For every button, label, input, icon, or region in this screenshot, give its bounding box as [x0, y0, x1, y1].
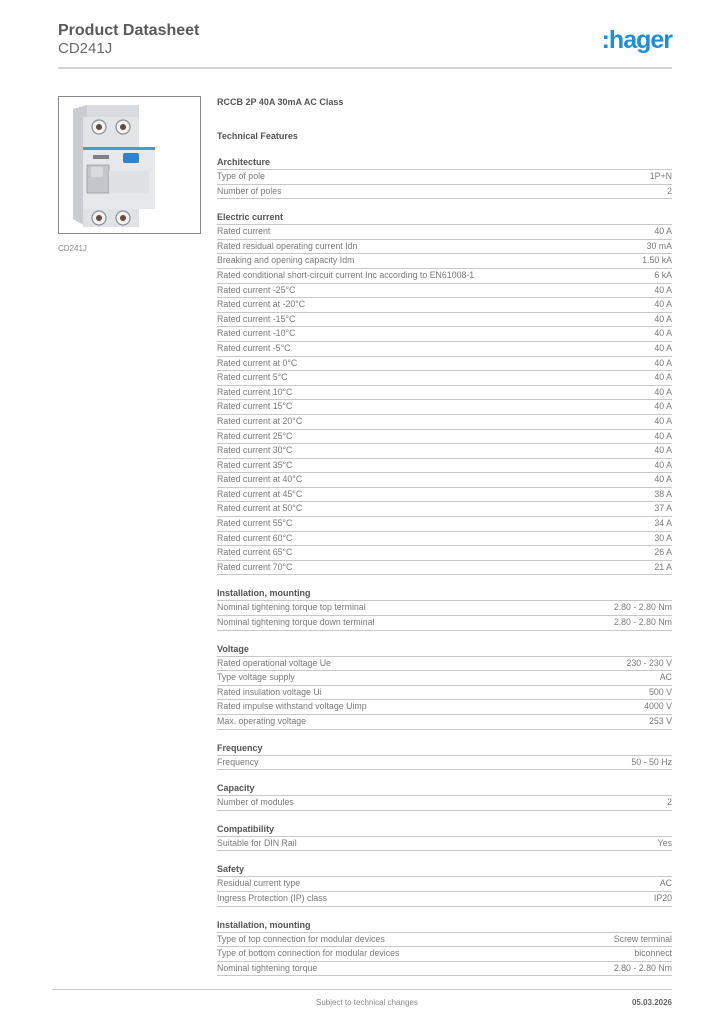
footer-note: Subject to technical changes: [316, 998, 418, 1007]
spec-value: 2.80 - 2.80 Nm: [613, 617, 672, 628]
spec-row: [217, 933, 672, 948]
spec-label: Rated current -5°C: [217, 342, 291, 353]
spec-row: [217, 561, 672, 576]
spec-value: 50 - 50 Hz: [631, 756, 672, 767]
spec-value: 6 kA: [654, 269, 672, 280]
spec-section: [217, 643, 672, 730]
spec-value: 40 A: [654, 299, 672, 310]
spec-section: [217, 587, 672, 630]
spec-label: Rated current 15°C: [217, 401, 293, 412]
spec-value: 40 A: [654, 357, 672, 368]
product-name: RCCB 2P 40A 30mA AC Class: [217, 97, 344, 107]
spec-label: Rated residual operating current Idn: [217, 240, 358, 251]
spec-label: Rated current 55°C: [217, 518, 293, 529]
footer-date: 05.03.2026: [631, 998, 672, 1007]
spec-label: Rated current 65°C: [217, 547, 293, 558]
spec-row: [217, 892, 672, 907]
section-title: Safety: [217, 863, 672, 877]
section-title: Capacity: [217, 782, 672, 796]
spec-label: Nominal tightening torque: [217, 962, 318, 973]
spec-row: [217, 488, 672, 503]
spec-row: [217, 962, 672, 977]
spec-row: [217, 415, 672, 430]
spec-value: 30 mA: [646, 240, 672, 251]
spec-row: [217, 342, 672, 357]
spec-label: Rated current -15°C: [217, 313, 296, 324]
rccb-device-icon: [59, 97, 201, 234]
spec-section: [217, 919, 672, 977]
spec-value: 40 A: [654, 445, 672, 456]
spec-label: Rated current 25°C: [217, 430, 293, 441]
spec-label: Nominal tightening torque top terminal: [217, 602, 366, 613]
spec-label: Rated current at 0°C: [217, 357, 298, 368]
spec-value: 40 A: [654, 474, 672, 485]
spec-row: [217, 715, 672, 730]
spec-value: 40 A: [654, 328, 672, 339]
spec-label: Residual current type: [217, 878, 301, 889]
spec-value: IP20: [653, 892, 672, 903]
spec-row: [217, 386, 672, 401]
spec-section: [217, 782, 672, 811]
spec-value: 40 A: [654, 401, 672, 412]
spec-label: Rated conditional short-circuit current Inc according to EN61008-1: [217, 269, 475, 280]
spec-label: Rated current 60°C: [217, 532, 293, 543]
spec-row: [217, 546, 672, 561]
spec-value: 1.50 kA: [642, 255, 672, 266]
spec-label: Rated impulse withstand voltage Uimp: [217, 701, 367, 712]
spec-row: [217, 170, 672, 185]
spec-value: 2: [667, 797, 672, 808]
spec-label: Ingress Protection (IP) class: [217, 892, 327, 903]
spec-value: 40 A: [654, 284, 672, 295]
section-title: Installation, mounting: [217, 919, 672, 933]
spec-label: Rated current at 50°C: [217, 503, 303, 514]
spec-row: [217, 459, 672, 474]
spec-row: [217, 671, 672, 686]
spec-row: [217, 298, 672, 313]
spec-label: Type of bottom connection for modular devices: [217, 948, 400, 959]
spec-label: Rated current at 45°C: [217, 488, 303, 499]
spec-label: Type of top connection for modular devices: [217, 933, 385, 944]
spec-value: 2.80 - 2.80 Nm: [613, 962, 672, 973]
spec-value: 30 A: [654, 532, 672, 543]
spec-label: Rated current 35°C: [217, 459, 293, 470]
spec-value: 40 A: [654, 459, 672, 470]
spec-label: Nominal tightening torque down terminal: [217, 617, 375, 628]
product-code: CD241J: [58, 40, 113, 57]
spec-label: Rated current: [217, 226, 271, 237]
spec-label: Rated current at 40°C: [217, 474, 303, 485]
spec-row: [217, 473, 672, 488]
section-title: Compatibility: [217, 823, 672, 837]
spec-label: Frequency: [217, 756, 259, 767]
section-title: Installation, mounting: [217, 587, 672, 601]
spec-label: Rated current 5°C: [217, 372, 288, 383]
spec-label: Rated current 10°C: [217, 386, 293, 397]
spec-value: 40 A: [654, 386, 672, 397]
spec-value: biconnect: [634, 948, 672, 959]
spec-label: Rated current -25°C: [217, 284, 296, 295]
spec-value: 2: [667, 185, 672, 196]
product-image: [58, 96, 201, 234]
page-header: [58, 22, 199, 57]
spec-row: [217, 313, 672, 328]
spec-row: [217, 269, 672, 284]
spec-label: Rated current at 20°C: [217, 415, 303, 426]
spec-label: Rated operational voltage Ue: [217, 657, 331, 668]
spec-section: [217, 863, 672, 906]
spec-value: AC: [659, 878, 672, 889]
footer-divider: [52, 989, 672, 990]
spec-value: 253 V: [649, 716, 672, 726]
spec-row: [217, 502, 672, 517]
spec-label: Rated current 30°C: [217, 445, 293, 456]
spec-value: 34 A: [654, 518, 672, 529]
spec-section: [217, 156, 672, 199]
hager-logo: :hager: [601, 26, 672, 54]
spec-section: [217, 742, 672, 771]
spec-row: [217, 327, 672, 342]
document-title: Product Datasheet: [58, 22, 200, 39]
section-title: Voltage: [217, 643, 672, 657]
spec-value: Yes: [657, 837, 672, 848]
spec-value: 230 - 230 V: [626, 657, 672, 668]
spec-row: [217, 686, 672, 701]
spec-value: 40 A: [654, 313, 672, 324]
spec-sections: [217, 156, 672, 976]
spec-row: [217, 657, 672, 672]
spec-value: Screw terminal: [613, 933, 672, 944]
spec-row: [217, 400, 672, 415]
spec-row: [217, 837, 672, 852]
spec-value: 21 A: [654, 561, 672, 572]
spec-value: 40 A: [654, 342, 672, 353]
technical-features-heading: Technical Features: [217, 131, 298, 141]
spec-label: Breaking and opening capacity Idm: [217, 255, 355, 266]
spec-label: Rated current at -20°C: [217, 299, 306, 310]
section-title: Electric current: [217, 211, 672, 225]
spec-label: Number of poles: [217, 185, 282, 196]
spec-value: 40 A: [654, 226, 672, 237]
spec-value: 1P+N: [649, 171, 672, 181]
spec-row: [217, 240, 672, 255]
header-divider: [58, 67, 672, 69]
spec-value: 37 A: [654, 503, 672, 514]
spec-row: [217, 284, 672, 299]
spec-section: [217, 823, 672, 852]
spec-row: [217, 601, 672, 616]
spec-label: Suitable for DIN Rail: [217, 837, 297, 848]
spec-row: [217, 185, 672, 200]
image-caption: CD241J: [58, 244, 87, 253]
spec-row: [217, 430, 672, 445]
spec-row: [217, 796, 672, 811]
spec-row: [217, 756, 672, 771]
spec-label: Type of pole: [217, 171, 265, 181]
spec-row: [217, 254, 672, 269]
spec-label: Number of modules: [217, 797, 294, 808]
spec-row: [217, 616, 672, 631]
spec-value: 38 A: [654, 488, 672, 499]
spec-value: AC: [659, 672, 672, 683]
spec-value: 40 A: [654, 372, 672, 383]
spec-value: 40 A: [654, 430, 672, 441]
spec-row: [217, 517, 672, 532]
datasheet-content: [217, 96, 672, 988]
spec-value: 4000 V: [644, 701, 672, 712]
spec-row: [217, 877, 672, 892]
spec-row: [217, 532, 672, 547]
spec-row: [217, 947, 672, 962]
spec-row: [217, 225, 672, 240]
section-title: Frequency: [217, 742, 672, 756]
spec-row: [217, 371, 672, 386]
spec-value: 500 V: [649, 686, 672, 697]
spec-label: Type voltage supply: [217, 672, 295, 683]
section-title: Architecture: [217, 156, 672, 170]
spec-row: [217, 357, 672, 372]
spec-value: 26 A: [654, 547, 672, 558]
spec-row: [217, 444, 672, 459]
spec-label: Rated current 70°C: [217, 561, 293, 572]
spec-row: [217, 700, 672, 715]
spec-value: 40 A: [654, 415, 672, 426]
spec-value: 2.80 - 2.80 Nm: [613, 602, 672, 613]
spec-section: [217, 211, 672, 575]
spec-label: Rated current -10°C: [217, 328, 296, 339]
spec-label: Rated insulation voltage Ui: [217, 686, 322, 697]
spec-label: Max. operating voltage: [217, 716, 306, 726]
